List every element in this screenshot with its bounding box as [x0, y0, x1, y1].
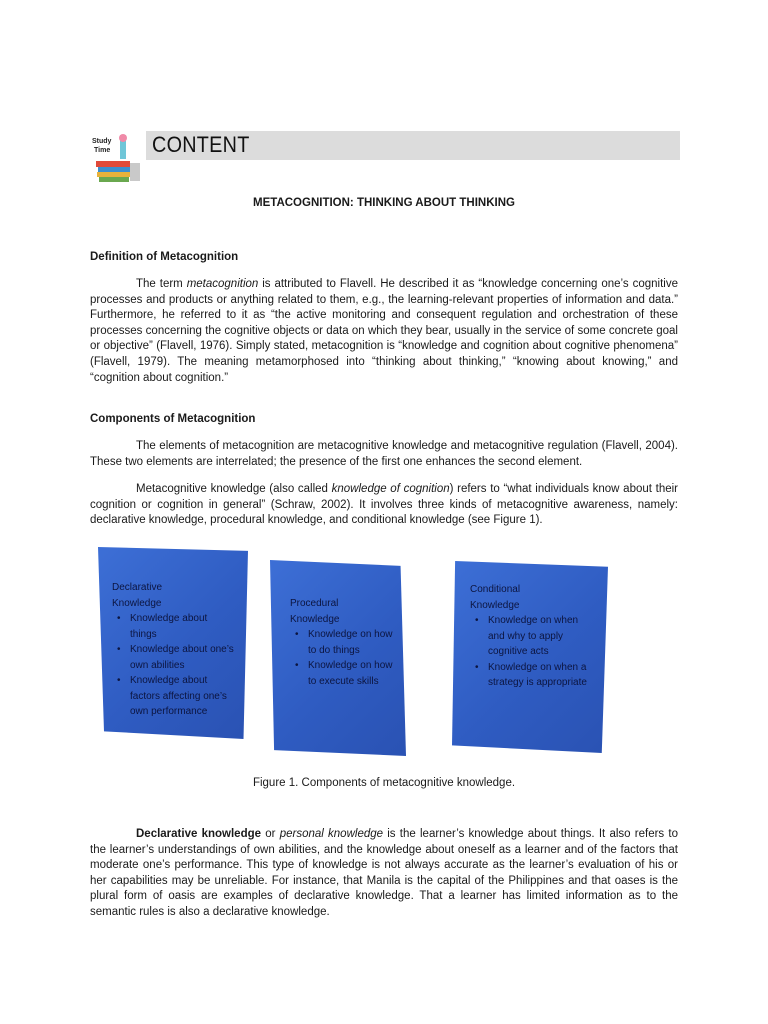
declarative-bullet-3: • Knowledge about factors affecting one’s own performance	[128, 673, 236, 720]
declarative-knowledge-card-text: Declarative Knowledge • Knowledge about things • Knowledge about one’s own abilities • Knowledge about factors affecting one’s own performance	[112, 580, 236, 720]
procedural-knowledge-card-text: Procedural Knowledge • Knowledge on how to do things • Knowledge on how to execute skills	[290, 596, 400, 689]
components-heading: Components of Metacognition	[90, 413, 256, 425]
definition-paragraph: The term metacognition is attributed to Flavell. He described it as “knowledge concerning one’s cognitive processes and products or anything related to them, e.g., the learning-relevant properties of information and data.” Furthermore, he referred to it as “the active monitoring and consequent regulation and orchestration of these processes concerning the cognitive objects or data on which they bear, usually in the service of some concrete goal or objective” (Flavell, 1976). Simply stated, metacognition is “knowledge and cognition about cognitive phenomena” (Flavell, 1979). The meaning metamorphosed into “thinking about thinking,” “knowing about knowing,” and “cognition about cognition.”	[90, 278, 678, 384]
declarative-bullet-1: • Knowledge about things	[128, 611, 236, 642]
conditional-knowledge-card-text: Conditional Knowledge • Knowledge on when and why to apply cognitive acts • Knowledge on when a strategy is appropriate	[470, 582, 594, 691]
content-header-bar	[146, 131, 680, 160]
declarative-knowledge-paragraph: Declarative knowledge or personal knowledge is the learner’s knowledge about things. It also refers to the learner’s understandings of own abilities, and the knowledge about oneself as a learner and of the factors that moderate one’s performance. This type of knowledge is not always accurate as the learner’s evaluation of his or her capabilities may be unreliable. For instance, that Manila is the capital of the Philippines and that oases is the plural form of oasis are examples of declarative knowledge. That a learner has limited information as to the semantic rules is also a declarative knowledge.	[90, 828, 678, 918]
logo-text-time: Time	[94, 147, 111, 154]
logo-text-study: Study	[92, 138, 112, 145]
procedural-bullet-2: • Knowledge on how to execute skills	[306, 658, 400, 689]
main-title: METACOGNITION: THINKING ABOUT THINKING	[253, 197, 515, 209]
procedural-bullet-1: • Knowledge on how to do things	[306, 627, 400, 658]
conditional-bullet-2: • Knowledge on when a strategy is appropriate	[486, 660, 594, 691]
content-title: CONTENT	[152, 132, 250, 157]
definition-heading: Definition of Metacognition	[90, 251, 239, 263]
components-paragraph-2: Metacognitive knowledge (also called knowledge of cognition) refers to “what individuals know about their cognition or cognition in general” (Schraw, 2002). It involves three kinds of metacognitive awareness, namely: declarative knowledge, procedural knowledge, and conditional knowledge (see Figure 1).	[90, 483, 678, 527]
conditional-bullet-1: • Knowledge on when and why to apply cognitive acts	[486, 613, 594, 660]
declarative-bullet-2: • Knowledge about one’s own abilities	[128, 642, 236, 673]
figure-caption: Figure 1. Components of metacognitive knowledge.	[252, 777, 516, 789]
components-paragraph-1: The elements of metacognition are metacognitive knowledge and metacognitive regulation (Flavell, 2004). These two elements are interrelated; the presence of the first one enhances the second element.	[90, 440, 678, 468]
study-time-logo	[90, 133, 144, 185]
